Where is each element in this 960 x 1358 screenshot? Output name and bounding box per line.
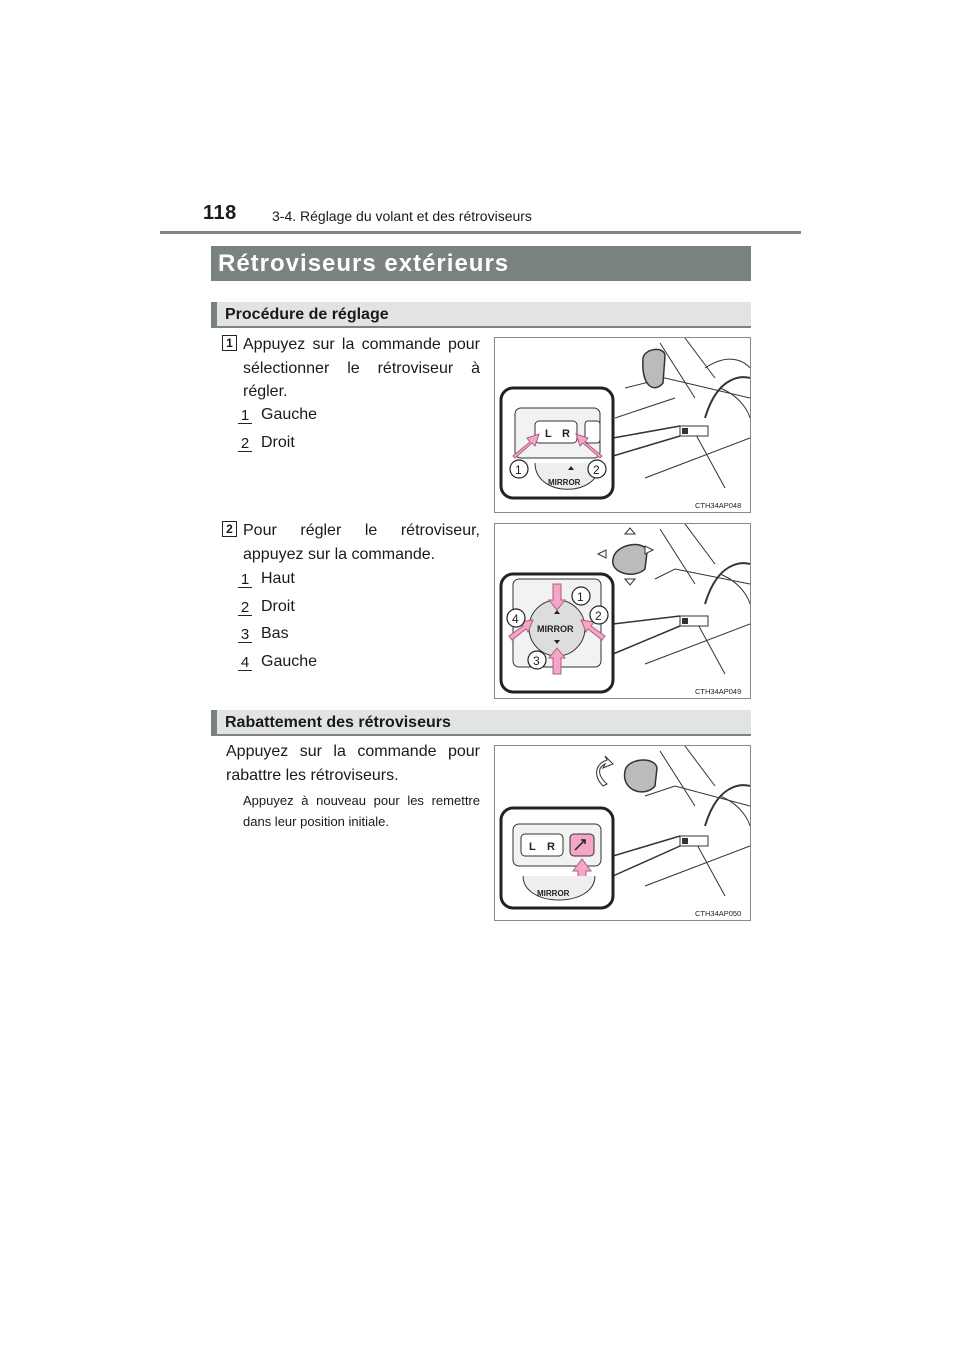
figure-1-callout-1: 1 [515, 463, 522, 477]
figure-3-mirror-label: MIRROR [537, 889, 570, 898]
step-2-item-2-number: 2 [238, 600, 252, 616]
figure-2-callout-2: 2 [595, 609, 602, 623]
figure-1-switch-left-label: L [545, 428, 552, 440]
step-1-badge: 1 [222, 335, 237, 351]
fold-heading-banner [211, 710, 751, 736]
figure-adjust-mirror [494, 523, 751, 699]
step-1-item-2-number: 2 [238, 436, 252, 452]
fold-note: Appuyez à nouveau pour les remettre dans leur position initiale. [243, 793, 480, 829]
figure-3-code: CTH34AP050 [695, 909, 742, 918]
step-1-text: Appuyez sur la commande pour sélectionner le rétroviseur à régler. [243, 336, 480, 400]
step-2-item-3-number: 3 [238, 627, 252, 643]
figure-1-callout-2: 2 [593, 463, 600, 477]
figure-2-callout-1: 1 [577, 590, 584, 604]
step-2-text: Pour régler le rétroviseur, appuyez sur la commande. [243, 522, 480, 563]
section-title: Rétroviseurs extérieurs [218, 250, 510, 277]
figure-3-switch-right-label: R [547, 841, 555, 853]
figure-fold-mirror [494, 745, 751, 921]
fold-text: Appuyez sur la commande pour rabattre les rétroviseurs. [226, 743, 480, 784]
step-2-item-2-label: Droit [261, 598, 295, 615]
figure-1-code: CTH34AP048 [695, 501, 742, 510]
page-number: 118 [203, 202, 237, 224]
step-2-item-4-number: 4 [238, 655, 252, 671]
header-divider [160, 231, 801, 234]
figure-2-callout-4: 4 [512, 612, 519, 626]
step-2-item-4-label: Gauche [261, 653, 318, 670]
adjust-heading: Procédure de réglage [225, 306, 389, 323]
figure-2-mirror-label: MIRROR [537, 624, 574, 634]
step-2-item-1-label: Haut [261, 570, 295, 587]
step-2-item-3-label: Bas [261, 625, 289, 642]
step-1-item-1-label: Gauche [261, 406, 318, 423]
figure-3-switch-left-label: L [529, 841, 536, 853]
figure-2-callout-3: 3 [533, 654, 540, 668]
step-2-item-1-number: 1 [238, 572, 252, 588]
figure-1-mirror-label: MIRROR [548, 478, 581, 487]
figure-2-code: CTH34AP049 [695, 687, 742, 696]
fold-heading: Rabattement des rétroviseurs [225, 714, 451, 731]
figure-1-switch-right-label: R [562, 428, 570, 440]
chapter-title: 3-4. Réglage du volant et des rétroviseurs [272, 208, 532, 224]
step-1-item-1-number: 1 [238, 408, 252, 424]
step-2-badge: 2 [222, 521, 237, 537]
figure-select-mirror [494, 337, 751, 513]
section-title-banner [211, 246, 751, 281]
adjust-heading-banner [211, 302, 751, 328]
step-1-item-2-label: Droit [261, 434, 295, 451]
